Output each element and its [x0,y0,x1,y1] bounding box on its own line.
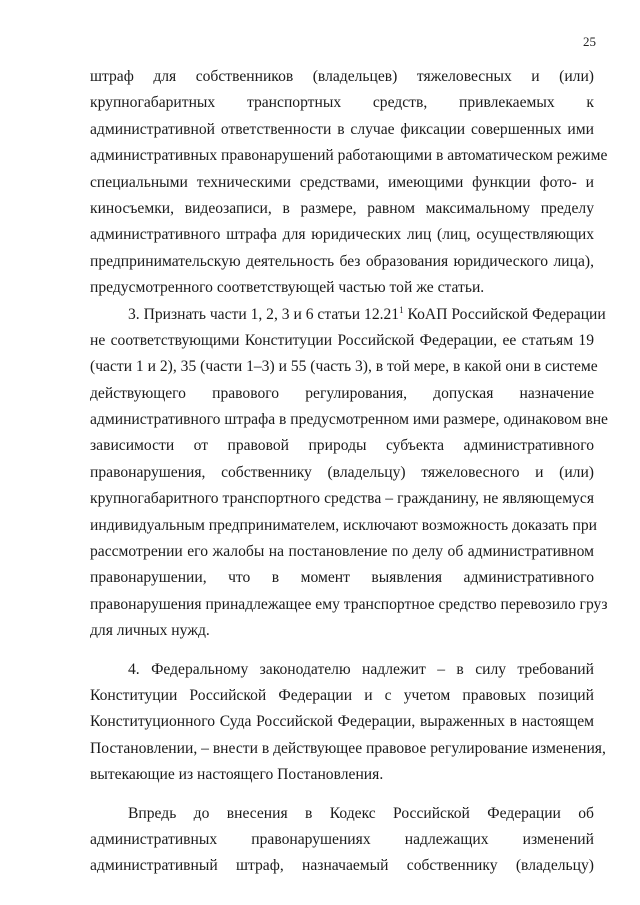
text-line-first: 4. Федеральному законодателю надлежит – в силу требований [128,660,594,678]
paragraph-spacer [90,645,594,657]
text-line: административных правонарушениях надлежащих изменений [90,830,594,848]
text-line: правонарушении, что в момент выявления административного [90,569,594,587]
article-superscript: 1 [399,304,404,315]
text-line: индивидуальным предпринимателем, исключают возможность доказать при [90,516,597,534]
text-line: не соответствующими Конституции Российской Федерации, ее статьям 19 [90,331,594,349]
item-3-text-continued: КоАП Российской Федерации [403,305,606,323]
text-line: для личных нужд. [90,622,210,640]
text-line: правонарушения, собственнику (владельцу) тяжеловесного и (или) [90,463,594,481]
paragraph-item-4 [90,657,606,789]
text-line: рассмотрении его жалобы на постановление по делу об административном [90,543,594,561]
text-line-first [90,302,606,328]
page-number: 25 [583,34,596,49]
paragraph-fine-owners [90,64,608,302]
text-line: Конституционного Суда Российской Федерации, выраженных в настоящем [90,713,594,731]
document-body [90,64,608,880]
text-line: административных правонарушений работающими в автоматическом режиме [90,147,608,165]
text-line: административный штраф, назначаемый собственнику (владельцу) [90,857,594,875]
text-line: (части 1 и 2), 35 (части 1–3) и 55 (часть 3), в той мере, в какой они в системе [90,358,598,376]
text-line: киносъемки, видеозаписи, в размере, равном максимальному пределу [90,199,594,217]
paragraph-item-3 [90,302,608,645]
text-line: предусмотренного соответствующей частью той же статьи. [90,279,485,297]
text-line: вытекающие из настоящего Постановления. [90,766,384,784]
text-line: Конституции Российской Федерации и с учетом правовых позиций [90,686,594,704]
text-line: административной ответственности в случае фиксации совершенных ими [90,120,594,138]
paragraph-spacer [90,789,594,801]
text-line-first: Впредь до внесения в Кодекс Российской Федерации об [128,804,594,822]
paragraph-henceforth [90,801,594,880]
text-line: крупногабаритных транспортных средств, привлекаемых к [90,94,594,112]
text-line: Постановлении, – внести в действующее правовое регулирование изменения, [90,739,606,757]
text-line: административного штрафа для юридических лиц (лиц, осуществляющих [90,226,594,244]
text-line: зависимости от правовой природы субъекта административного [90,437,594,455]
text-line: действующего правового регулирования, допуская назначение [90,384,594,402]
text-line: штраф для собственников (владельцев) тяжеловесных и (или) [90,68,594,85]
item-3-text: 3. Признать части 1, 2, 3 и 6 статьи 12.21 [128,305,400,323]
text-line: крупногабаритного транспортного средства – гражданину, не являющемуся [90,490,594,508]
text-line: правонарушения принадлежащее ему транспортное средство перевозило груз [90,595,608,613]
text-line: административного штрафа в предусмотренном ими размере, одинаковом вне [90,411,608,429]
text-line: предпринимательскую деятельность без образования юридического лица), [90,252,594,270]
text-line: специальными техническими средствами, имеющими функции фото- и [90,173,594,191]
